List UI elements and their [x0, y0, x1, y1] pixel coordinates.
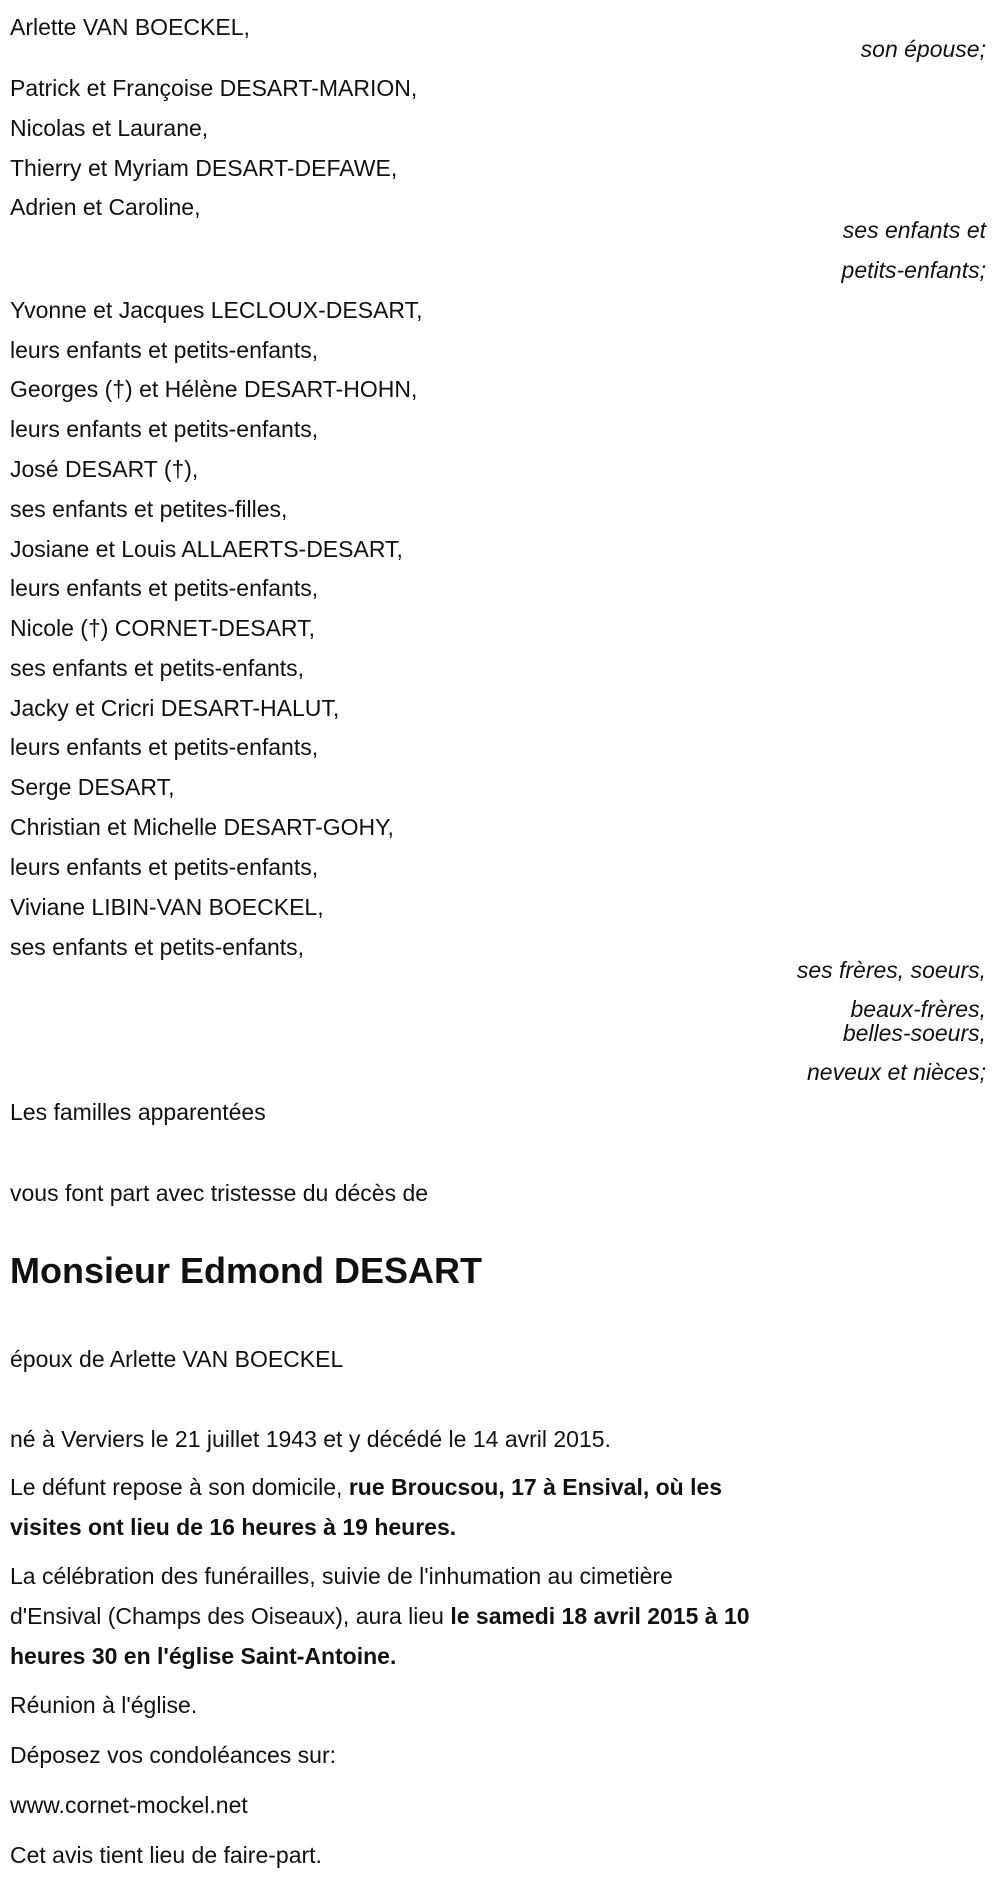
- family-line: leurs enfants et petits-enfants,: [10, 734, 319, 760]
- family-line: Thierry et Myriam DESART-DEFAWE,: [10, 155, 398, 181]
- rest-address: rue Broucsou, 17 à Ensival, où les: [348, 1474, 723, 1500]
- relation-label: ses frères, soeurs,: [796, 957, 986, 983]
- family-line: Nicole (†) CORNET-DESART,: [10, 615, 316, 641]
- visit-hours: visites ont lieu de 16 heures à 19 heures.: [10, 1514, 457, 1540]
- family-line: Serge DESART,: [10, 774, 175, 800]
- family-line: leurs enfants et petits-enfants,: [10, 854, 319, 880]
- relation-label: petits-enfants;: [841, 257, 986, 283]
- family-line: Adrien et Caroline,: [10, 194, 201, 220]
- announcement: vous font part avec tristesse du décès de: [10, 1180, 429, 1206]
- family-line: Viviane LIBIN-VAN BOECKEL,: [10, 894, 324, 920]
- deceased-name: Monsieur Edmond DESART: [10, 1250, 483, 1291]
- family-line: Patrick et Françoise DESART-MARION,: [10, 75, 418, 101]
- closing-note: Cet avis tient lieu de faire-part.: [10, 1842, 322, 1868]
- funeral-line-2: [10, 1602, 750, 1630]
- rest-line-1: [10, 1473, 722, 1501]
- family-line: Georges (†) et Hélène DESART-HOHN,: [10, 376, 418, 402]
- family-line: leurs enfants et petits-enfants,: [10, 575, 319, 601]
- family-line: leurs enfants et petits-enfants,: [10, 337, 319, 363]
- funeral-line-3: [10, 1642, 396, 1670]
- condolences-label: Déposez vos condoléances sur:: [10, 1742, 337, 1768]
- funeral-line-1: La célébration des funérailles, suivie de l'inhumation au cimetière: [10, 1563, 673, 1589]
- family-line: Nicolas et Laurane,: [10, 115, 209, 141]
- family-line: ses enfants et petits-enfants,: [10, 934, 305, 960]
- related-families: Les familles apparentées: [10, 1099, 266, 1125]
- family-line: José DESART (†),: [10, 456, 199, 482]
- family-line: Josiane et Louis ALLAERTS-DESART,: [10, 536, 403, 562]
- reunion: Réunion à l'église.: [10, 1692, 198, 1718]
- funeral-place: d'Ensival (Champs des Oiseaux), aura lieu: [10, 1603, 451, 1629]
- family-line: Yvonne et Jacques LECLOUX-DESART,: [10, 297, 423, 323]
- relation-label: beaux-frères,: [850, 996, 986, 1022]
- funeral-date: le samedi 18 avril 2015 à 10: [450, 1603, 750, 1629]
- relation-label: neveux et nièces;: [806, 1059, 986, 1085]
- family-line: Arlette VAN BOECKEL,: [10, 14, 250, 40]
- spouse-line: époux de Arlette VAN BOECKEL: [10, 1346, 344, 1372]
- rest-intro: Le défunt repose à son domicile,: [10, 1474, 349, 1500]
- relation-label: ses enfants et: [842, 217, 986, 243]
- birth-death: né à Verviers le 21 juillet 1943 et y décédé le 14 avril 2015.: [10, 1426, 611, 1452]
- relation-label: son épouse;: [860, 36, 986, 62]
- family-line: Jacky et Cricri DESART-HALUT,: [10, 695, 340, 721]
- family-line: leurs enfants et petits-enfants,: [10, 416, 319, 442]
- family-line: ses enfants et petits-enfants,: [10, 655, 305, 681]
- website-link[interactable]: www.cornet-mockel.net: [10, 1792, 248, 1818]
- relation-label: belles-soeurs,: [842, 1020, 986, 1046]
- family-line: ses enfants et petites-filles,: [10, 496, 288, 522]
- rest-line-2: [10, 1513, 456, 1541]
- funeral-church: heures 30 en l'église Saint-Antoine.: [10, 1643, 397, 1669]
- family-line: Christian et Michelle DESART-GOHY,: [10, 814, 394, 840]
